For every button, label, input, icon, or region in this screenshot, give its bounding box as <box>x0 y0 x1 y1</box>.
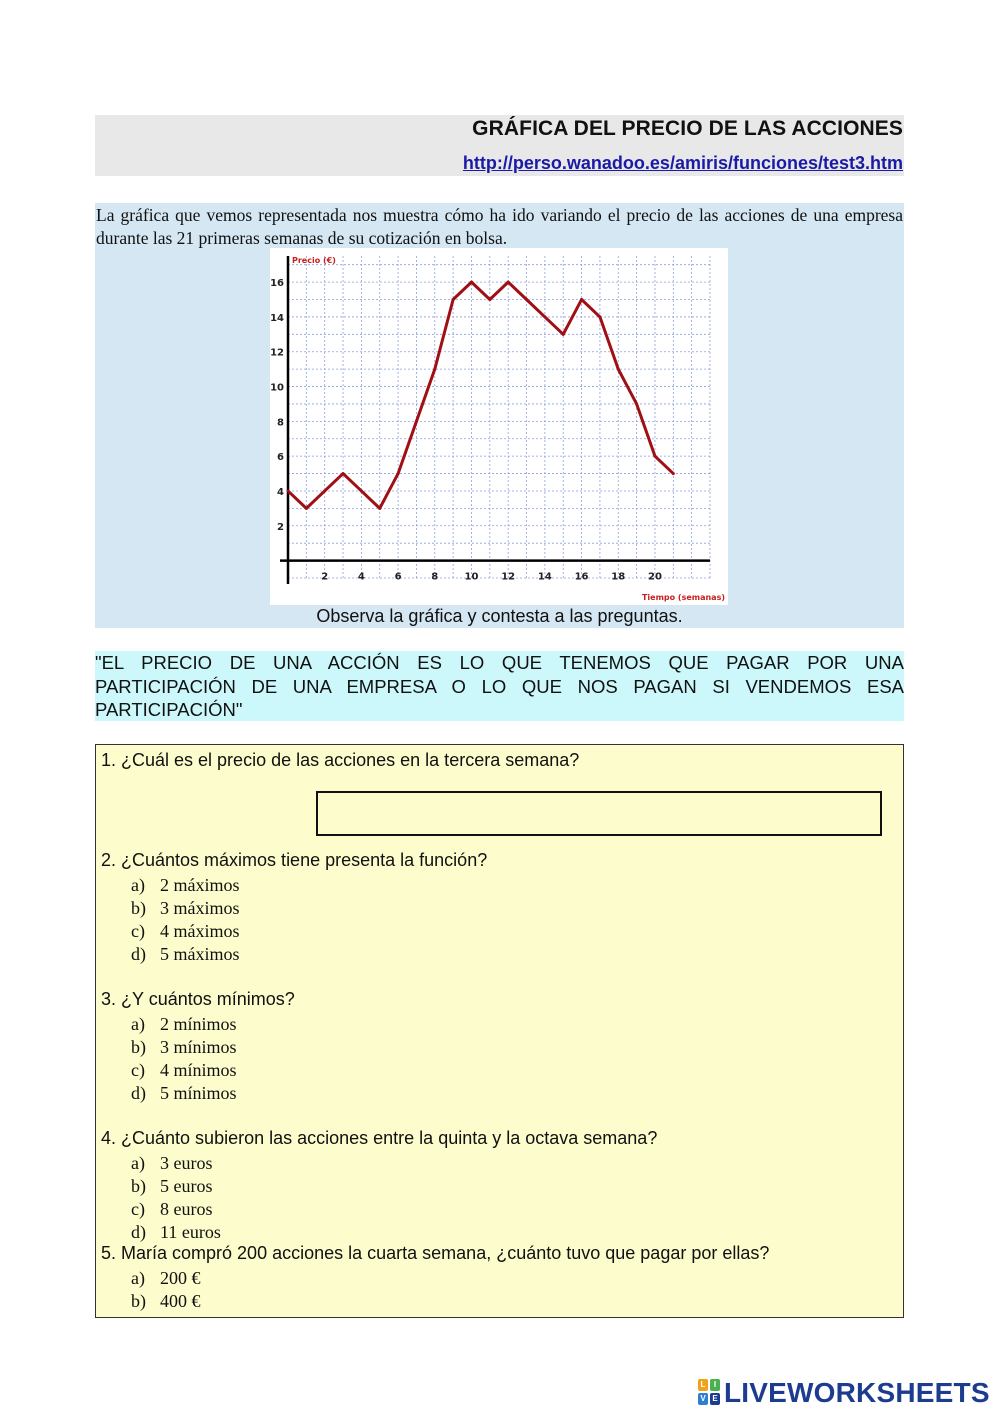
data-point <box>562 333 565 336</box>
y-tick-label: 4 <box>277 486 284 498</box>
x-tick-label: 14 <box>537 571 552 583</box>
option-q4-a[interactable]: a) 3 euros <box>131 1153 213 1173</box>
price-chart <box>270 248 728 605</box>
question-1: 1. ¿Cuál es el precio de las acciones en la tercera semana? <box>101 750 580 770</box>
options-q3 <box>131 1013 237 1105</box>
data-point <box>488 298 491 301</box>
option-q5-a[interactable]: a) 200 € <box>131 1268 201 1288</box>
data-point <box>378 507 381 510</box>
data-point <box>635 402 638 405</box>
y-tick-label: 12 <box>270 347 284 359</box>
option-q3-c[interactable]: c) 4 mínimos <box>131 1060 237 1080</box>
question-5: 5. María compró 200 acciones la cuarta semana, ¿cuánto tuvo que pagar por ellas? <box>101 1243 770 1263</box>
question-2: 2. ¿Cuántos máximos tiene presenta la función? <box>101 850 488 870</box>
options-q4 <box>131 1152 221 1244</box>
option-q3-b[interactable]: b) 3 mínimos <box>131 1037 237 1057</box>
data-point <box>342 472 345 475</box>
data-point <box>507 281 510 284</box>
y-tick-label: 14 <box>270 312 284 324</box>
option-q4-d[interactable]: d) 11 euros <box>131 1222 221 1242</box>
y-tick-label: 6 <box>277 452 284 464</box>
option-q5-b[interactable]: b) 400 € <box>131 1291 201 1311</box>
y-tick-label: 8 <box>277 417 284 429</box>
logo-text: LIVEWORKSHEETS <box>724 1377 990 1408</box>
data-point <box>672 472 675 475</box>
quote-line-3: PARTICIPACIÓN" <box>95 699 243 720</box>
x-tick-label: 18 <box>611 571 626 583</box>
option-q2-a[interactable]: a) 2 máximos <box>131 875 240 895</box>
data-point <box>323 489 326 492</box>
option-q4-b[interactable]: b) 5 euros <box>131 1176 213 1196</box>
x-tick-label: 20 <box>647 571 662 583</box>
x-axis-label: Tiempo (semanas) <box>641 593 725 602</box>
liveworksheets-logo <box>698 1376 990 1410</box>
data-point <box>415 420 418 423</box>
answer-input-q1[interactable] <box>316 791 882 836</box>
x-tick-label: 4 <box>357 571 365 583</box>
source-link[interactable]: http://perso.wanadoo.es/amiris/funciones/test3.htm <box>462 153 903 173</box>
data-point <box>580 298 583 301</box>
questions-panel <box>95 744 904 1318</box>
data-point <box>452 298 455 301</box>
x-tick-label: 8 <box>431 571 439 583</box>
data-point <box>598 315 601 318</box>
quote-line-2: PARTICIPACIÓN DE UNA EMPRESA O LO QUE NOS PAGAN SI VENDEMOS ESA <box>95 675 904 697</box>
intro-section <box>95 203 904 628</box>
question-4: 4. ¿Cuánto subieron las acciones entre la quinta y la octava semana? <box>101 1128 658 1148</box>
question-3: 3. ¿Y cuántos mínimos? <box>101 989 295 1009</box>
data-point <box>287 489 290 492</box>
data-point <box>617 368 620 371</box>
option-q2-b[interactable]: b) 3 máximos <box>131 898 240 918</box>
y-tick-label: 2 <box>277 521 284 533</box>
option-q2-d[interactable]: d) 5 máximos <box>131 944 240 964</box>
options-q5 <box>131 1267 201 1313</box>
data-point <box>305 507 308 510</box>
option-q2-c[interactable]: c) 4 máximos <box>131 921 240 941</box>
price-series-line <box>288 282 673 508</box>
data-point <box>397 472 400 475</box>
header-bar <box>95 115 904 176</box>
data-point <box>360 489 363 492</box>
option-q4-c[interactable]: c) 8 euros <box>131 1199 213 1219</box>
data-point <box>525 298 528 301</box>
quote-line-1: "EL PRECIO DE UNA ACCIÓN ES LO QUE TENEMOS QUE PAGAR POR UNA <box>95 652 904 673</box>
data-point <box>433 368 436 371</box>
y-tick-label: 16 <box>270 278 284 290</box>
x-tick-label: 12 <box>501 571 516 583</box>
data-point <box>653 455 656 458</box>
data-point <box>543 315 546 318</box>
definition-quote <box>95 651 904 721</box>
options-q2 <box>131 874 240 966</box>
option-q3-a[interactable]: a) 2 mínimos <box>131 1014 237 1034</box>
chart-container <box>270 248 728 605</box>
intro-text: La gráfica que vemos representada nos muestra cómo ha ido variando el precio de las acciones de una empresa durante las 21 primeras semanas de su cotización en bolsa. <box>96 205 903 248</box>
x-tick-label: 2 <box>321 571 329 583</box>
y-axis-label: Precio (€) <box>292 256 336 265</box>
page-title: GRÁFICA DEL PRECIO DE LAS ACCIONES <box>472 117 903 140</box>
logo-mark-icon: L I V E <box>698 1379 722 1407</box>
x-tick-label: 6 <box>394 571 402 583</box>
x-tick-label: 16 <box>574 571 589 583</box>
data-point <box>470 281 473 284</box>
chart-caption: Observa la gráfica y contesta a las preguntas. <box>316 606 683 626</box>
y-tick-label: 10 <box>270 382 284 394</box>
option-q3-d[interactable]: d) 5 mínimos <box>131 1083 237 1103</box>
x-tick-label: 10 <box>464 571 479 583</box>
